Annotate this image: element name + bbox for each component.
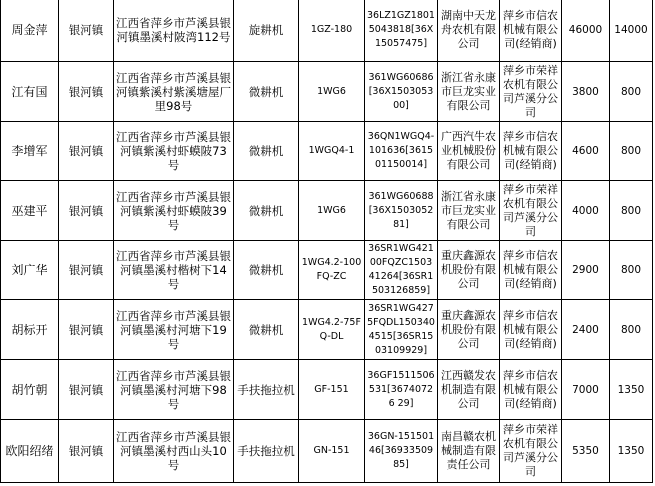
subsidy: 1350 [610,420,653,483]
town: 银河镇 [59,0,114,62]
subsidy: 800 [610,300,653,360]
subsidy: 800 [610,241,653,300]
serial-code: 36LZ1GZ18015043818[36X15057475] [365,0,438,62]
price: 7000 [562,360,610,420]
town: 银河镇 [59,300,114,360]
address: 江西省萍乡市芦溪县银河镇紫溪村紫溪塘屋厂里98号 [114,62,234,122]
town: 银河镇 [59,360,114,420]
address: 江西省萍乡市芦溪县银河镇紫溪村虾蟆陂73号 [114,122,234,181]
model: 1WG6 [299,62,365,122]
manufacturer: 南昌赣农机械制造有限责任公司 [438,420,500,483]
machine-type: 微耕机 [234,181,299,241]
price: 2400 [562,300,610,360]
dealer: 萍乡市荣祥农机有限公司芦溪分公司 [500,181,562,241]
farmer-name: 巫建平 [1,181,59,241]
serial-code: 36QN1WGQ4-101636[3615 01150014] [365,122,438,181]
address: 江西省萍乡市芦溪县银河镇紫溪村虾蟆陂39号 [114,181,234,241]
model: GF-151 [299,360,365,420]
model: 1WG4.2-100FQ-ZC [299,241,365,300]
machine-type: 微耕机 [234,122,299,181]
serial-code: 36GN-15150146[3693350985] [365,420,438,483]
table-row [1,300,653,360]
machine-type: 手扶拖拉机 [234,360,299,420]
manufacturer: 江西赣发农机制造有限公司 [438,360,500,420]
price: 5350 [562,420,610,483]
model: GN-151 [299,420,365,483]
town: 银河镇 [59,420,114,483]
table-row [1,0,653,62]
serial-code: 361WG60688[36X150305281] [365,181,438,241]
farmer-name: 李增军 [1,122,59,181]
address: 江西省萍乡市芦溪县银河镇墨溪村河塘下98号 [114,360,234,420]
manufacturer: 重庆鑫源农机股份有限公司 [438,300,500,360]
town: 银河镇 [59,122,114,181]
subsidy: 800 [610,122,653,181]
table-row [1,241,653,300]
manufacturer: 广西汽牛农业机械股份有限公司 [438,122,500,181]
town: 银河镇 [59,62,114,122]
manufacturer: 浙江省永康市巨龙实业有限公司 [438,62,500,122]
town: 银河镇 [59,241,114,300]
table-row [1,122,653,181]
model: 1WG6 [299,181,365,241]
address: 江西省萍乡市芦溪县银河镇墨溪村河塘下19号 [114,300,234,360]
subsidy: 800 [610,181,653,241]
farmer-name: 周金萍 [1,0,59,62]
town: 银河镇 [59,181,114,241]
farmer-name: 胡标开 [1,300,59,360]
model: 1WG4.2-75FQ-DL [299,300,365,360]
machine-type: 微耕机 [234,241,299,300]
dealer: 萍乡市信农机械有限公司(经销商) [500,241,562,300]
farmer-name: 刘广华 [1,241,59,300]
price: 2900 [562,241,610,300]
subsidy: 1350 [610,360,653,420]
machine-type: 手扶拖拉机 [234,420,299,483]
machine-type: 微耕机 [234,300,299,360]
serial-code: 36GF1511506531[36740726 29] [365,360,438,420]
machine-type: 旋耕机 [234,0,299,62]
dealer: 萍乡市荣祥农机有限公司芦溪分公司 [500,420,562,483]
table-row [1,62,653,122]
machine-type: 微耕机 [234,62,299,122]
serial-code: 36SR1WG4275FQDL1503404515[36SR1503109929] [365,300,438,360]
manufacturer: 湖南中天龙舟农机有限公司 [438,0,500,62]
subsidy: 14000 [610,0,653,62]
price: 46000 [562,0,610,62]
model: 1WGQ4-1 [299,122,365,181]
serial-code: 361WG60686[36X150305300] [365,62,438,122]
dealer: 萍乡市信农机械有限公司(经销商) [500,0,562,62]
model: 1GZ-180 [299,0,365,62]
table-row [1,420,653,483]
dealer: 萍乡市信农机械有限公司(经销商) [500,122,562,181]
address: 江西省萍乡市芦溪县银河镇墨溪村西山头10号 [114,420,234,483]
address: 江西省萍乡市芦溪县银河镇墨溪村陂湾112号 [114,0,234,62]
manufacturer: 重庆鑫源农机股份有限公司 [438,241,500,300]
serial-code: 36SR1WG42100FQZC150341264[36SR1503126859] [365,241,438,300]
farmer-name: 江有国 [1,62,59,122]
manufacturer: 浙江省永康市巨龙实业有限公司 [438,181,500,241]
table-row [1,360,653,420]
dealer: 萍乡市信农机械有限公司(经销商) [500,360,562,420]
dealer: 萍乡市荣祥农机有限公司芦溪分公司 [500,62,562,122]
price: 4000 [562,181,610,241]
table-body [1,0,653,483]
subsidy: 800 [610,62,653,122]
price: 4600 [562,122,610,181]
price: 3800 [562,62,610,122]
dealer: 萍乡市信农机械有限公司(经销商) [500,300,562,360]
table-row [1,181,653,241]
farmer-name: 欧阳绍绪 [1,420,59,483]
address: 江西省萍乡市芦溪县银河镇墨溪村楷树下14号 [114,241,234,300]
farmer-name: 胡竹朝 [1,360,59,420]
